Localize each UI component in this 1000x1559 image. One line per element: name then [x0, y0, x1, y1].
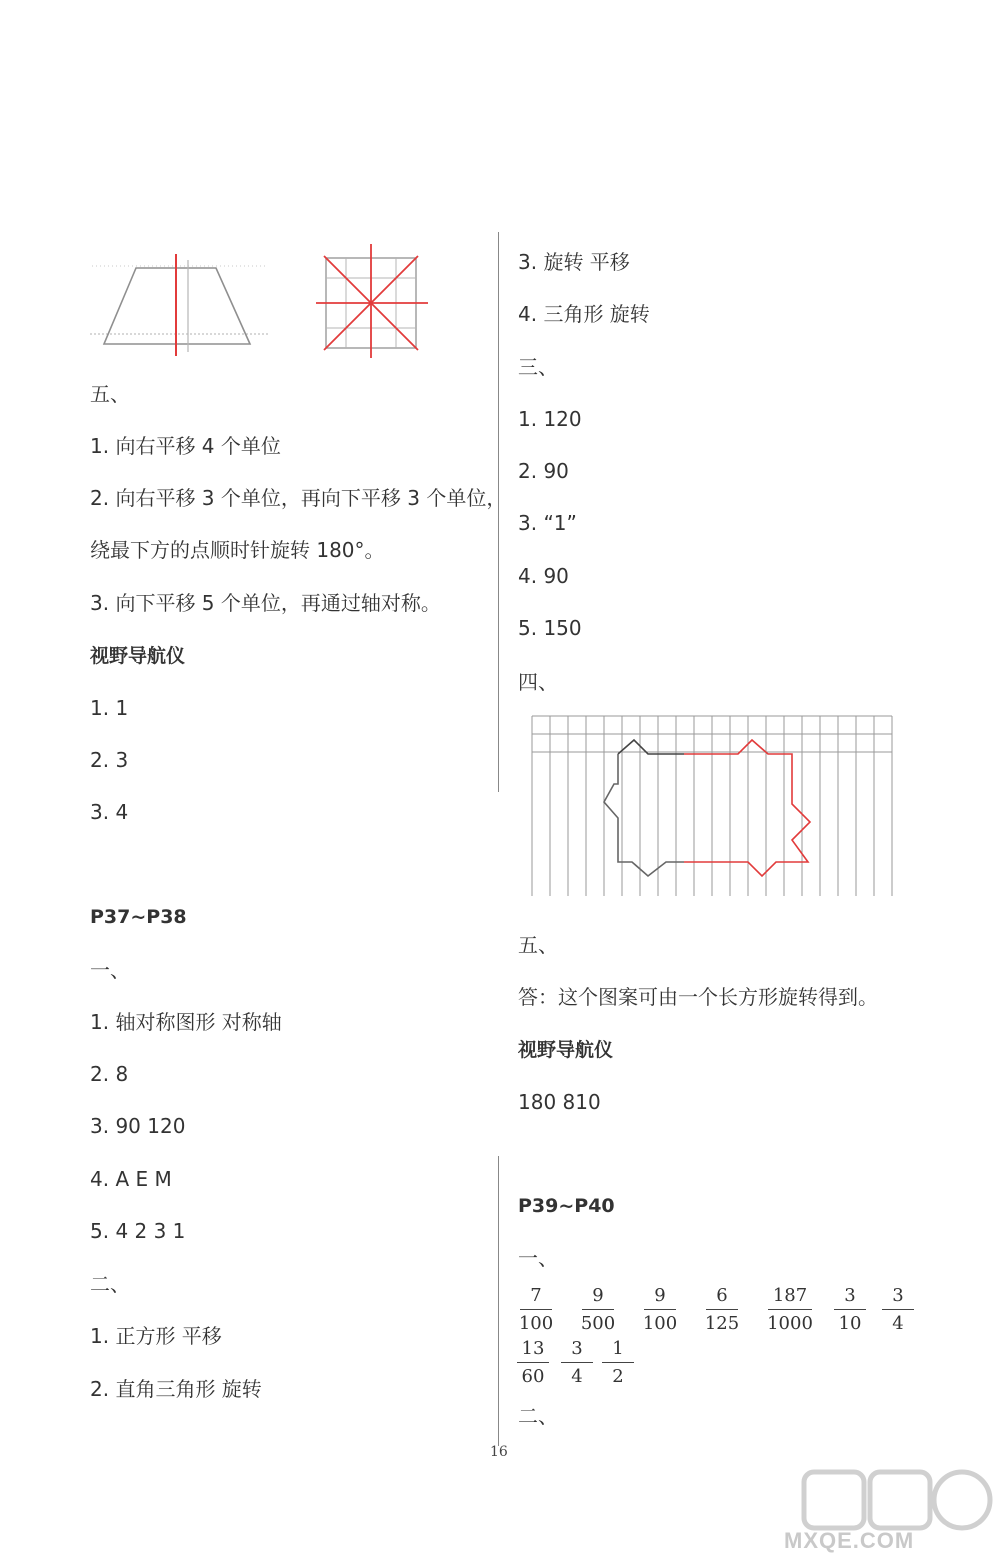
- fraction-6: 3 10: [830, 1285, 870, 1335]
- trapezoid-symmetry-figure: [88, 240, 273, 365]
- part3-item-2: 2. 90: [518, 459, 569, 483]
- fraction-7: 3 4: [878, 1285, 918, 1335]
- top-item-4: 4. 三角形 旋转: [518, 302, 650, 326]
- part5-heading: 五、: [518, 933, 558, 957]
- nav-item-3: 3. 4: [90, 800, 129, 824]
- part3-item-1: 1. 120: [518, 407, 582, 431]
- fraction-2: 9 500: [580, 1285, 616, 1334]
- watermark-text: MXQE.COM: [784, 1528, 915, 1553]
- nav-heading-2: 视野导航仪: [518, 1039, 614, 1061]
- part3-item-4: 4. 90: [518, 564, 569, 588]
- grid-rotation-figure: [522, 712, 912, 907]
- part5-answer: 答：这个图案可由一个长方形旋转得到。: [518, 985, 878, 1009]
- top-item-3: 3. 旋转 平移: [518, 250, 630, 274]
- section-five-item-2-cont: 绕最下方的点顺时针旋转 180°。: [90, 538, 385, 562]
- section-five-item-3: 3. 向下平移 5 个单位，再通过轴对称。: [90, 591, 441, 615]
- part1-item-3: 3. 90 120: [90, 1114, 186, 1138]
- nav-item-1: 1. 1: [90, 696, 129, 720]
- nav-item-2: 2. 3: [90, 748, 129, 772]
- fraction-1: 7 100: [518, 1285, 554, 1334]
- range-heading-p39-p40: P39~P40: [518, 1195, 615, 1217]
- part3-item-5: 5. 150: [518, 616, 582, 640]
- part1-item-1: 1. 轴对称图形 对称轴: [90, 1010, 282, 1034]
- fraction-4: 6 125: [704, 1285, 740, 1334]
- part2-item-1: 1. 正方形 平移: [90, 1324, 222, 1348]
- part2b-heading: 二、: [518, 1404, 558, 1428]
- fraction-10: 1 2: [598, 1338, 638, 1388]
- page-number: 16: [490, 1444, 508, 1460]
- section-five-heading: 五、: [90, 382, 130, 406]
- nav-answer-2: 180 810: [518, 1090, 601, 1114]
- section-five-item-2: 2. 向右平移 3 个单位，再向下平移 3 个单位，: [90, 486, 507, 510]
- part1-item-2: 2. 8: [90, 1062, 129, 1086]
- square-star-symmetry-figure: [302, 240, 442, 365]
- part1-heading: 一、: [90, 958, 130, 982]
- part4-heading: 四、: [518, 670, 558, 694]
- part3-heading: 三、: [518, 355, 558, 379]
- part2-heading: 二、: [90, 1272, 130, 1296]
- range-heading-p37-p38: P37~P38: [90, 906, 187, 928]
- column-divider-top: [498, 232, 499, 792]
- fraction-3: 9 100: [642, 1285, 678, 1334]
- fraction-9: 3 4: [557, 1338, 597, 1388]
- fraction-5: 187 1000: [767, 1285, 813, 1334]
- part3-item-3: 3. “1”: [518, 511, 577, 535]
- section-five-item-1: 1. 向右平移 4 个单位: [90, 434, 281, 458]
- part1-item-4: 4. A E M: [90, 1167, 172, 1191]
- part2-item-2: 2. 直角三角形 旋转: [90, 1377, 262, 1401]
- nav-heading-1: 视野导航仪: [90, 645, 186, 667]
- part1-item-5: 5. 4 2 3 1: [90, 1219, 186, 1243]
- column-divider-bottom: [498, 1156, 499, 1446]
- part1b-heading: 一、: [518, 1246, 558, 1270]
- fraction-8: 13 60: [513, 1338, 553, 1388]
